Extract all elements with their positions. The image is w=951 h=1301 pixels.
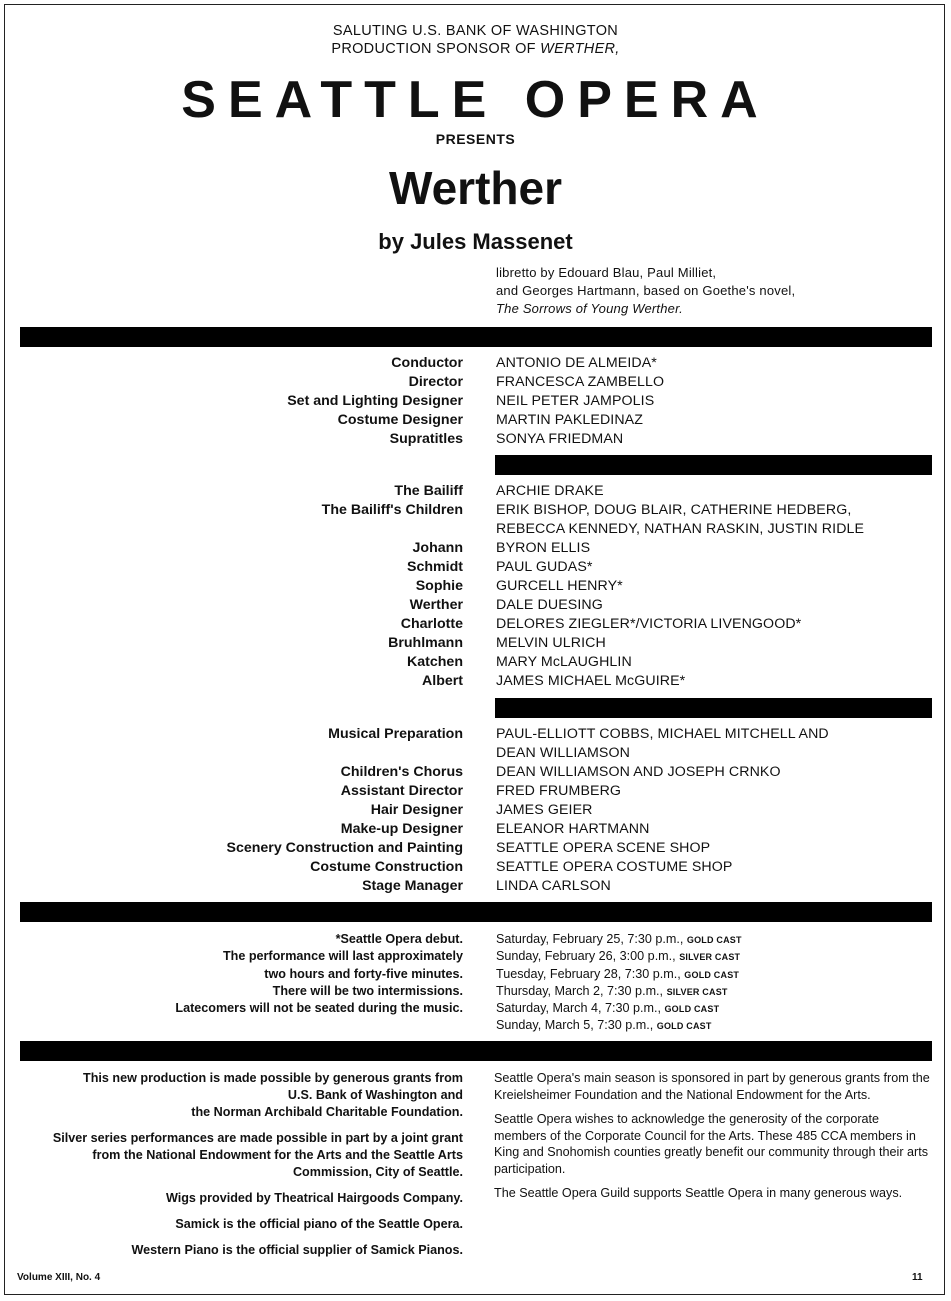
date-text: Sunday, February 26, 3:00 p.m., [496,949,680,964]
note-line: *Seattle Opera debut. [335,932,463,946]
divider-bar [20,1041,932,1061]
credit-line: the Norman Archibald Charitable Foundation. [191,1105,463,1119]
role-label: Assistant Director [340,783,463,799]
performance-dates [496,931,926,1035]
role-label: Albert [422,673,463,689]
composer-line: by Jules Massenet [378,229,573,254]
role-label: Children's Chorus [340,764,463,780]
performance-date [496,983,926,1000]
role-label: Make-up Designer [340,821,463,837]
credit-line: This new production is made possible by generous grants from [83,1071,463,1085]
divider-bar [495,698,932,718]
cast-label: GOLD CAST [656,1021,712,1032]
role-label: Katchen [407,654,463,670]
divider-bar [495,455,932,475]
person-name: DEAN WILLIAMSON [496,745,630,761]
creative-roles [0,354,463,449]
credit-line: U.S. Bank of Washington and [287,1088,463,1102]
person-name: SEATTLE OPERA SCENE SHOP [496,840,711,856]
credit-paragraph: Wigs provided by Theatrical Hairgoods Company. [165,1191,463,1205]
opera-title: Werther [389,162,562,214]
credit-line: Commission, City of Seattle. [292,1165,463,1179]
role-label: Sophie [415,578,463,594]
date-text: Tuesday, February 28, 7:30 p.m., [496,966,685,981]
creative-names [496,354,916,449]
salute-line-1: SALUTING U.S. BANK OF WASHINGTON [332,23,619,39]
page-number: 11 [912,1272,923,1283]
person-name: ELEANOR HARTMANN [496,821,650,837]
salute-italic: WERTHER, [540,41,620,57]
person-name: PAUL-ELLIOTT COBBS, MICHAEL MITCHELL AND [496,726,829,742]
performance-date [496,1017,926,1034]
date-text: Saturday, February 25, 7:30 p.m., [496,932,687,946]
note-line: two hours and forty-five minutes. [264,966,463,981]
person-name: SEATTLE OPERA COSTUME SHOP [496,859,733,875]
person-name: ARCHIE DRAKE [496,483,604,499]
date-text: Thursday, March 2, 7:30 p.m., [496,983,667,998]
credit-paragraph: Western Piano is the official supplier of Samick Pianos. [131,1243,463,1257]
person-name: BYRON ELLIS [496,540,591,556]
person-name: ERIK BISHOP, DOUG BLAIR, CATHERINE HEDBERG, [496,502,852,518]
date-text: Sunday, March 5, 7:30 p.m., [496,1018,657,1033]
role-label: Werther [409,597,463,613]
person-name: DELORES ZIEGLER*/VICTORIA LIVENGOOD* [496,616,802,632]
person-name: MARTIN PAKLEDINAZ [496,412,644,428]
person-name: DEAN WILLIAMSON AND JOSEPH CRNKO [496,764,781,780]
salute-line-2 [0,40,951,58]
performance-date [496,931,926,948]
credit-paragraph: Seattle Opera's main season is sponsored in part by generous grants from the Kreielsheimer Foundation and the National Endowment for the Arts. [494,1071,930,1102]
role-label: Supratitles [389,431,463,447]
cast-label: GOLD CAST [684,969,740,980]
company-name: SEATTLE OPERA [181,71,770,129]
sponsor-credits-right [494,1070,934,1210]
person-name: NEIL PETER JAMPOLIS [496,393,655,409]
credit-paragraph [20,1070,463,1121]
role-label: Stage Manager [362,878,463,894]
role-label: Hair Designer [370,802,463,818]
role-label: Director [408,374,463,390]
cast-label: GOLD CAST [664,1004,720,1015]
role-label: The Bailiff [394,483,463,499]
sponsor-credits-left [20,1070,463,1268]
role-label: The Bailiff's Children [321,502,463,518]
performance-date [496,1000,926,1017]
libretto-line-2: and Georges Hartmann, based on Goethe's novel, [496,283,796,298]
role-label: Scenery Construction and Painting [226,840,463,856]
libretto-line-3: The Sorrows of Young Werther. [496,301,683,316]
libretto-credit [496,264,916,318]
cast-label: GOLD CAST [686,935,742,945]
production-roles [0,725,463,896]
credit-paragraph: Samick is the official piano of the Seattle Opera. [175,1217,463,1231]
person-name: FRED FRUMBERG [496,783,622,799]
role-label [0,744,463,763]
person-name: MARY McLAUGHLIN [496,654,632,670]
performance-notes [0,931,463,1017]
credit-line: Silver series performances are made possible in part by a joint grant [52,1131,463,1145]
role-label: Charlotte [400,616,463,632]
role-label: Musical Preparation [328,726,463,742]
cast-label: SILVER CAST [679,952,741,963]
sponsor-salute [0,22,951,58]
person-name: LINDA CARLSON [496,878,611,894]
divider-bar [20,327,932,347]
note-line: The performance will last approximately [222,949,463,964]
salute-prefix: PRODUCTION SPONSOR OF [331,41,541,57]
volume-label: Volume XIII, No. 4 [17,1272,101,1283]
role-label: Conductor [391,355,463,371]
role-label [0,520,463,539]
production-names [496,725,916,896]
cast-label: SILVER CAST [666,986,728,997]
person-name: MELVIN ULRICH [496,635,606,651]
person-name: PAUL GUDAS* [496,559,593,575]
role-label: Set and Lighting Designer [287,393,463,409]
person-name: DALE DUESING [496,597,603,613]
role-label: Costume Construction [310,859,463,875]
role-label: Costume Designer [337,412,463,428]
performance-date [496,966,926,983]
person-name: FRANCESCA ZAMBELLO [496,374,665,390]
role-label: Schmidt [407,559,463,575]
libretto-line-1: libretto by Edouard Blau, Paul Milliet, [496,265,717,280]
divider-bar [20,902,932,922]
presents-label: PRESENTS [435,131,516,147]
role-label: Bruhlmann [388,635,463,651]
credit-paragraph: The Seattle Opera Guild supports Seattle Opera in many generous ways. [494,1186,903,1200]
person-name: GURCELL HENRY* [496,578,623,594]
credit-paragraph [20,1130,463,1181]
person-name: REBECCA KENNEDY, NATHAN RASKIN, JUSTIN RIDLE [496,521,865,537]
person-name: SONYA FRIEDMAN [496,431,624,447]
person-name: ANTONIO DE ALMEIDA* [496,355,657,371]
performance-date [496,948,926,965]
person-name: JAMES MICHAEL McGUIRE* [496,673,686,689]
note-line: Latecomers will not be seated during the music. [175,1001,463,1016]
date-text: Saturday, March 4, 7:30 p.m., [496,1001,665,1016]
note-line: There will be two intermissions. [272,983,463,998]
person-name: JAMES GEIER [496,802,593,818]
credit-line: from the National Endowment for the Arts and the Seattle Arts [92,1148,463,1162]
cast-names [496,482,916,691]
role-label: Johann [412,540,463,556]
credit-paragraph: Seattle Opera wishes to acknowledge the generosity of the corporate members of the Corporate Council for the Arts. These 485 CCA members in King and Snohomish counties greatly benefit our community through their arts participation. [494,1112,929,1176]
cast-roles [0,482,463,691]
